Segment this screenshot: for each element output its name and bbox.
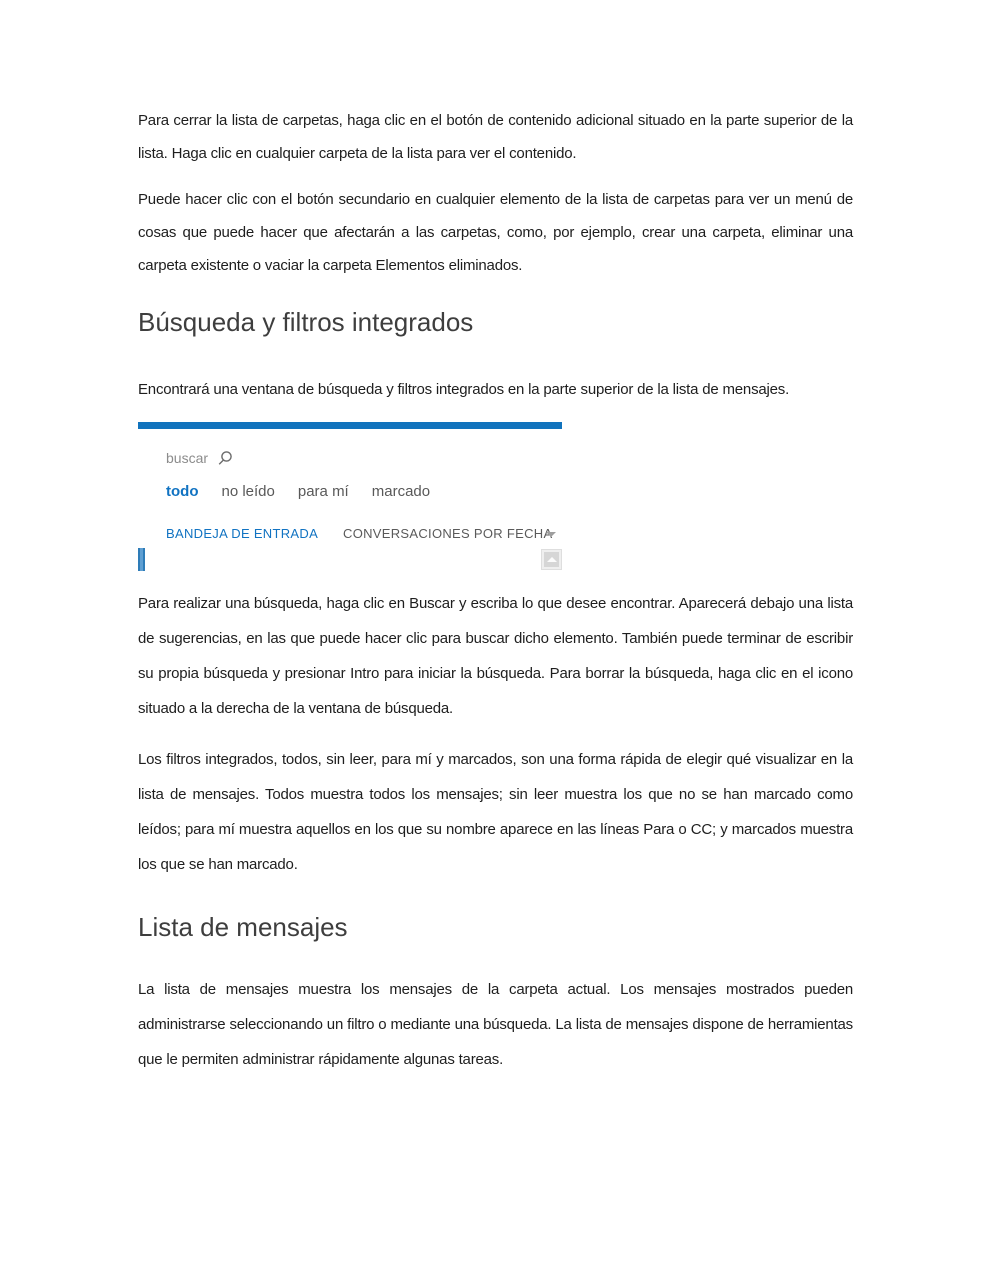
filter-para-mi[interactable]: para mí <box>297 483 349 500</box>
scroll-top-button[interactable] <box>541 549 562 570</box>
paragraph-filters-explained: Los filtros integrados, todos, sin leer, para mí y marcados, son una forma rápida de elegir qué visualizar en la lista de mensajes. Todos muestra todos los mensajes; sin leer muestra los que no se han marcado como leídos; para mí muestra aquellos en los que su nombre aparece en las líneas Para o CC; y marcados muestra los que se han marcado. <box>138 751 853 873</box>
search-filters-screenshot <box>138 422 562 575</box>
accent-bar <box>138 422 562 429</box>
chevron-down-icon[interactable] <box>546 532 556 537</box>
search-box[interactable] <box>166 450 233 466</box>
search-input[interactable]: buscar <box>166 450 209 466</box>
paragraph-folders-close: Para cerrar la lista de carpetas, haga clic en el botón de contenido adicional situado en la parte superior de la lista. Haga clic en cualquier carpeta de la lista para ver el contenido. <box>138 112 853 162</box>
sort-dropdown[interactable]: CONVERSACIONES POR FECHA <box>343 526 553 541</box>
search-icon[interactable] <box>217 450 233 466</box>
paragraph-message-list: La lista de mensajes muestra los mensajes de la carpeta actual. Los mensajes mostrados pueden administrarse seleccionando un filtro o mediante una búsqueda. La lista de mensajes dispone de herramientas que le permiten administrar rápidamente algunas tareas. <box>138 981 853 1068</box>
paragraph-search-howto: Para realizar una búsqueda, haga clic en Buscar y escriba lo que desee encontrar. Aparecerá debajo una lista de sugerencias, en las que puede hacer clic para buscar dicho elemento. También puede terminar de escribir su propia búsqueda y presionar Intro para iniciar la búsqueda. Para borrar la búsqueda, haga clic en el icono situado a la derecha de la ventana de búsqueda. <box>138 595 853 717</box>
heading-message-list: Lista de mensajes <box>138 912 348 942</box>
heading-search-and-filters: Búsqueda y filtros integrados <box>138 307 474 337</box>
filter-marcado[interactable]: marcado <box>371 483 431 500</box>
selection-cursor-bar <box>138 548 145 571</box>
folder-tab-inbox[interactable]: BANDEJA DE ENTRADA <box>166 526 319 541</box>
paragraph-search-intro: Encontrará una ventana de búsqueda y filtros integrados en la parte superior de la lista de mensajes. <box>138 381 790 398</box>
paragraph-context-menu: Puede hacer clic con el botón secundario en cualquier elemento de la lista de carpetas para ver un menú de cosas que puede hacer que afectarán a las carpetas, como, por ejemplo, crear una carpeta, eliminar una carpeta existente o vaciar la carpeta Elementos eliminados. <box>138 191 853 274</box>
filter-no-leido[interactable]: no leído <box>221 483 275 500</box>
filter-todo[interactable]: todo <box>166 483 199 500</box>
message-filters <box>166 483 430 500</box>
document-content <box>138 0 853 1090</box>
up-arrow-icon <box>544 552 559 567</box>
